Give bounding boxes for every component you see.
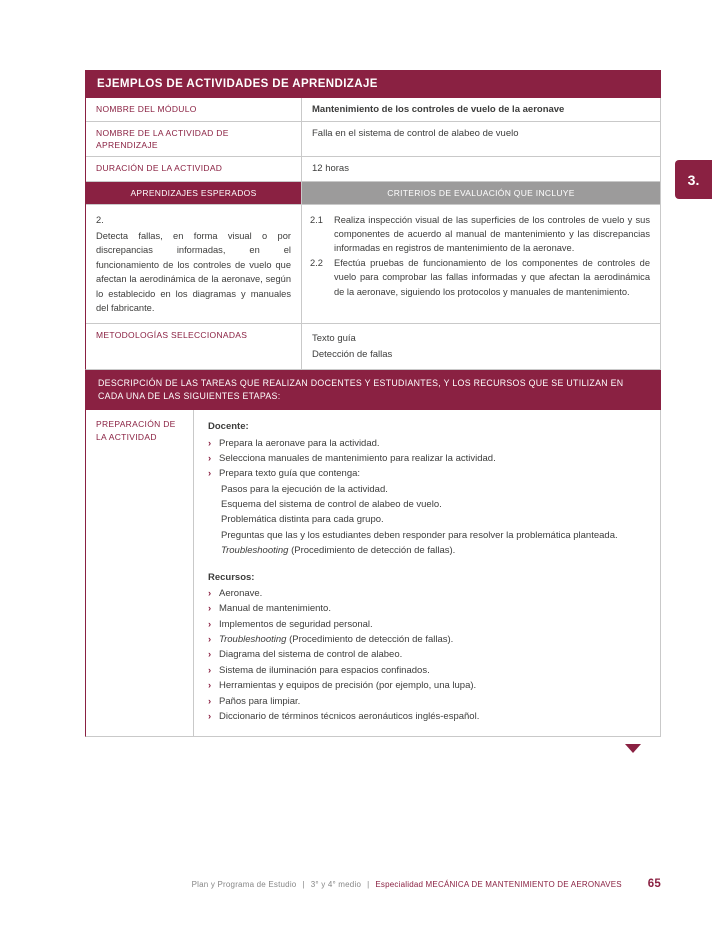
field-value: 12 horas: [312, 163, 349, 175]
section-title: EJEMPLOS DE ACTIVIDADES DE APRENDIZAJE: [85, 70, 661, 98]
list-subitem: Problemática distinta para cada grupo.: [221, 514, 384, 526]
list-item: › Herramientas y equipos de precisión (por ejemplo, una lupa).: [208, 678, 646, 693]
bullet-icon: ›: [208, 664, 212, 676]
bullet-icon: ›: [208, 634, 212, 645]
expected-learning-text: [86, 205, 302, 324]
evaluation-criteria-header: CRITERIOS DE EVALUACIÓN QUE INCLUYE: [302, 182, 660, 204]
criteria-text: Realiza inspección visual de las superficies de los controles de vuelo y sus componentes de acuerdo al manual de mantenimiento y las discrepancias informadas en registros de mantenimiento de la aeronave.: [334, 214, 650, 254]
list-subitem: Pasos para la ejecución de la actividad.: [221, 483, 388, 495]
list-item: › Paños para limpiar.: [208, 694, 646, 709]
stage-content: [194, 410, 660, 736]
continuation-indicator: [85, 737, 661, 753]
activity-name-row: [86, 122, 660, 157]
footer-separator: |: [367, 880, 370, 889]
footer-text: 3° y 4° medio: [310, 880, 362, 889]
bullet-icon: ›: [208, 695, 212, 707]
evaluation-criteria-list: [302, 205, 660, 324]
bullet-icon: ›: [208, 437, 212, 449]
list-item: › Implementos de seguridad personal.: [208, 617, 646, 632]
field-label: DURACIÓN DE LA ACTIVIDAD: [86, 157, 302, 180]
stage-label: PREPARACIÓN DE LA ACTIVIDAD: [86, 410, 194, 736]
tasks-description-header: DESCRIPCIÓN DE LAS TAREAS QUE REALIZAN DOCENTES Y ESTUDIANTES, Y LOS RECURSOS QUE SE UTILIZAN EN CADA UNA DE LAS SIGUIENTES ETAPAS:: [85, 370, 661, 410]
list-subitem: Preguntas que las y los estudiantes deben responder para resolver la problemática planteada.: [221, 529, 618, 541]
field-value: [302, 324, 660, 368]
footer: [85, 878, 661, 890]
resources-section-title: Recursos:: [208, 571, 255, 583]
bullet-icon: ›: [208, 468, 212, 480]
list-item: › Selecciona manuales de mantenimiento para realizar la actividad.: [208, 451, 646, 466]
expected-learnings-header: APRENDIZAJES ESPERADOS: [86, 182, 302, 204]
criteria-number: 2.1: [310, 214, 323, 225]
criteria-number: 2.2: [310, 257, 323, 268]
list-subitem: Troubleshooting (Procedimiento de detección de fallas).: [221, 545, 456, 557]
criteria-item: [310, 256, 650, 299]
list-item: › Prepara texto guía que contenga:: [208, 466, 646, 481]
learning-criteria-row: [86, 205, 660, 325]
field-label: NOMBRE DEL MÓDULO: [86, 98, 302, 121]
footer-separator: |: [302, 880, 305, 889]
footer-specialty: Especialidad MECÁNICA DE MANTENIMIENTO DE AERONAVES: [375, 880, 622, 889]
activity-table: [85, 70, 661, 753]
bullet-icon: ›: [208, 710, 212, 722]
list-item: › Aeronave.: [208, 586, 646, 601]
footer-text: Plan y Programa de Estudio: [191, 880, 297, 889]
field-value: Falla en el sistema de control de alabeo de vuelo: [312, 128, 519, 140]
bullet-icon: ›: [208, 452, 212, 464]
list-subitem: Esquema del sistema de control de alabeo de vuelo.: [221, 499, 442, 510]
bullet-icon: ›: [208, 603, 212, 615]
field-label: NOMBRE DE LA ACTIVIDAD DE APRENDIZAJE: [86, 122, 302, 156]
methodologies-row: [86, 324, 660, 368]
learning-number: 2.: [96, 214, 104, 225]
bullet-icon: ›: [208, 618, 212, 630]
page-number: 65: [647, 878, 661, 890]
column-headers-row: [86, 182, 660, 205]
chapter-tab: [675, 160, 712, 199]
preparation-row: [85, 410, 661, 737]
module-name-row: [86, 98, 660, 122]
list-item: › Troubleshooting (Procedimiento de detección de fallas).: [208, 632, 646, 647]
criteria-text: Efectúa pruebas de funcionamiento de los componentes de controles de vuelo para comprobar las fallas informadas y que afectan la aerodinámica de la aeronave, siguiendo los protocolos y manuales de mantenimiento.: [334, 257, 650, 297]
methodology-item: Detección de fallas: [312, 348, 393, 360]
field-value: Mantenimiento de los controles de vuelo de la aeronave: [312, 104, 565, 115]
methodology-item: Texto guía: [312, 333, 356, 345]
list-item: › Diagrama del sistema de control de alabeo.: [208, 647, 646, 662]
duration-row: [86, 157, 660, 181]
list-item: › Diccionario de términos técnicos aeronáuticos inglés-español.: [208, 709, 646, 724]
bullet-icon: ›: [208, 649, 212, 661]
bullet-icon: ›: [208, 587, 212, 599]
list-item: › Manual de mantenimiento.: [208, 601, 646, 616]
list-item: › Prepara la aeronave para la actividad.: [208, 436, 646, 451]
learning-description: Detecta fallas, en forma visual o por discrepancias informadas, en el funcionamiento de los controles de vuelo que afectan la aerodinámica de la aeronave, según lo establecido en los diagramas y manuales del fabricante.: [96, 230, 291, 313]
criteria-item: [310, 213, 650, 256]
chapter-tab-label: 3.: [687, 171, 700, 188]
spacer: [208, 559, 646, 570]
field-label: METODOLOGÍAS SELECCIONADAS: [86, 324, 302, 368]
list-item: › Sistema de iluminación para espacios confinados.: [208, 663, 646, 678]
bullet-icon: ›: [208, 680, 212, 692]
teacher-section-title: Docente:: [208, 421, 249, 433]
continuation-arrow-icon: [625, 744, 641, 753]
info-table: [85, 98, 661, 370]
